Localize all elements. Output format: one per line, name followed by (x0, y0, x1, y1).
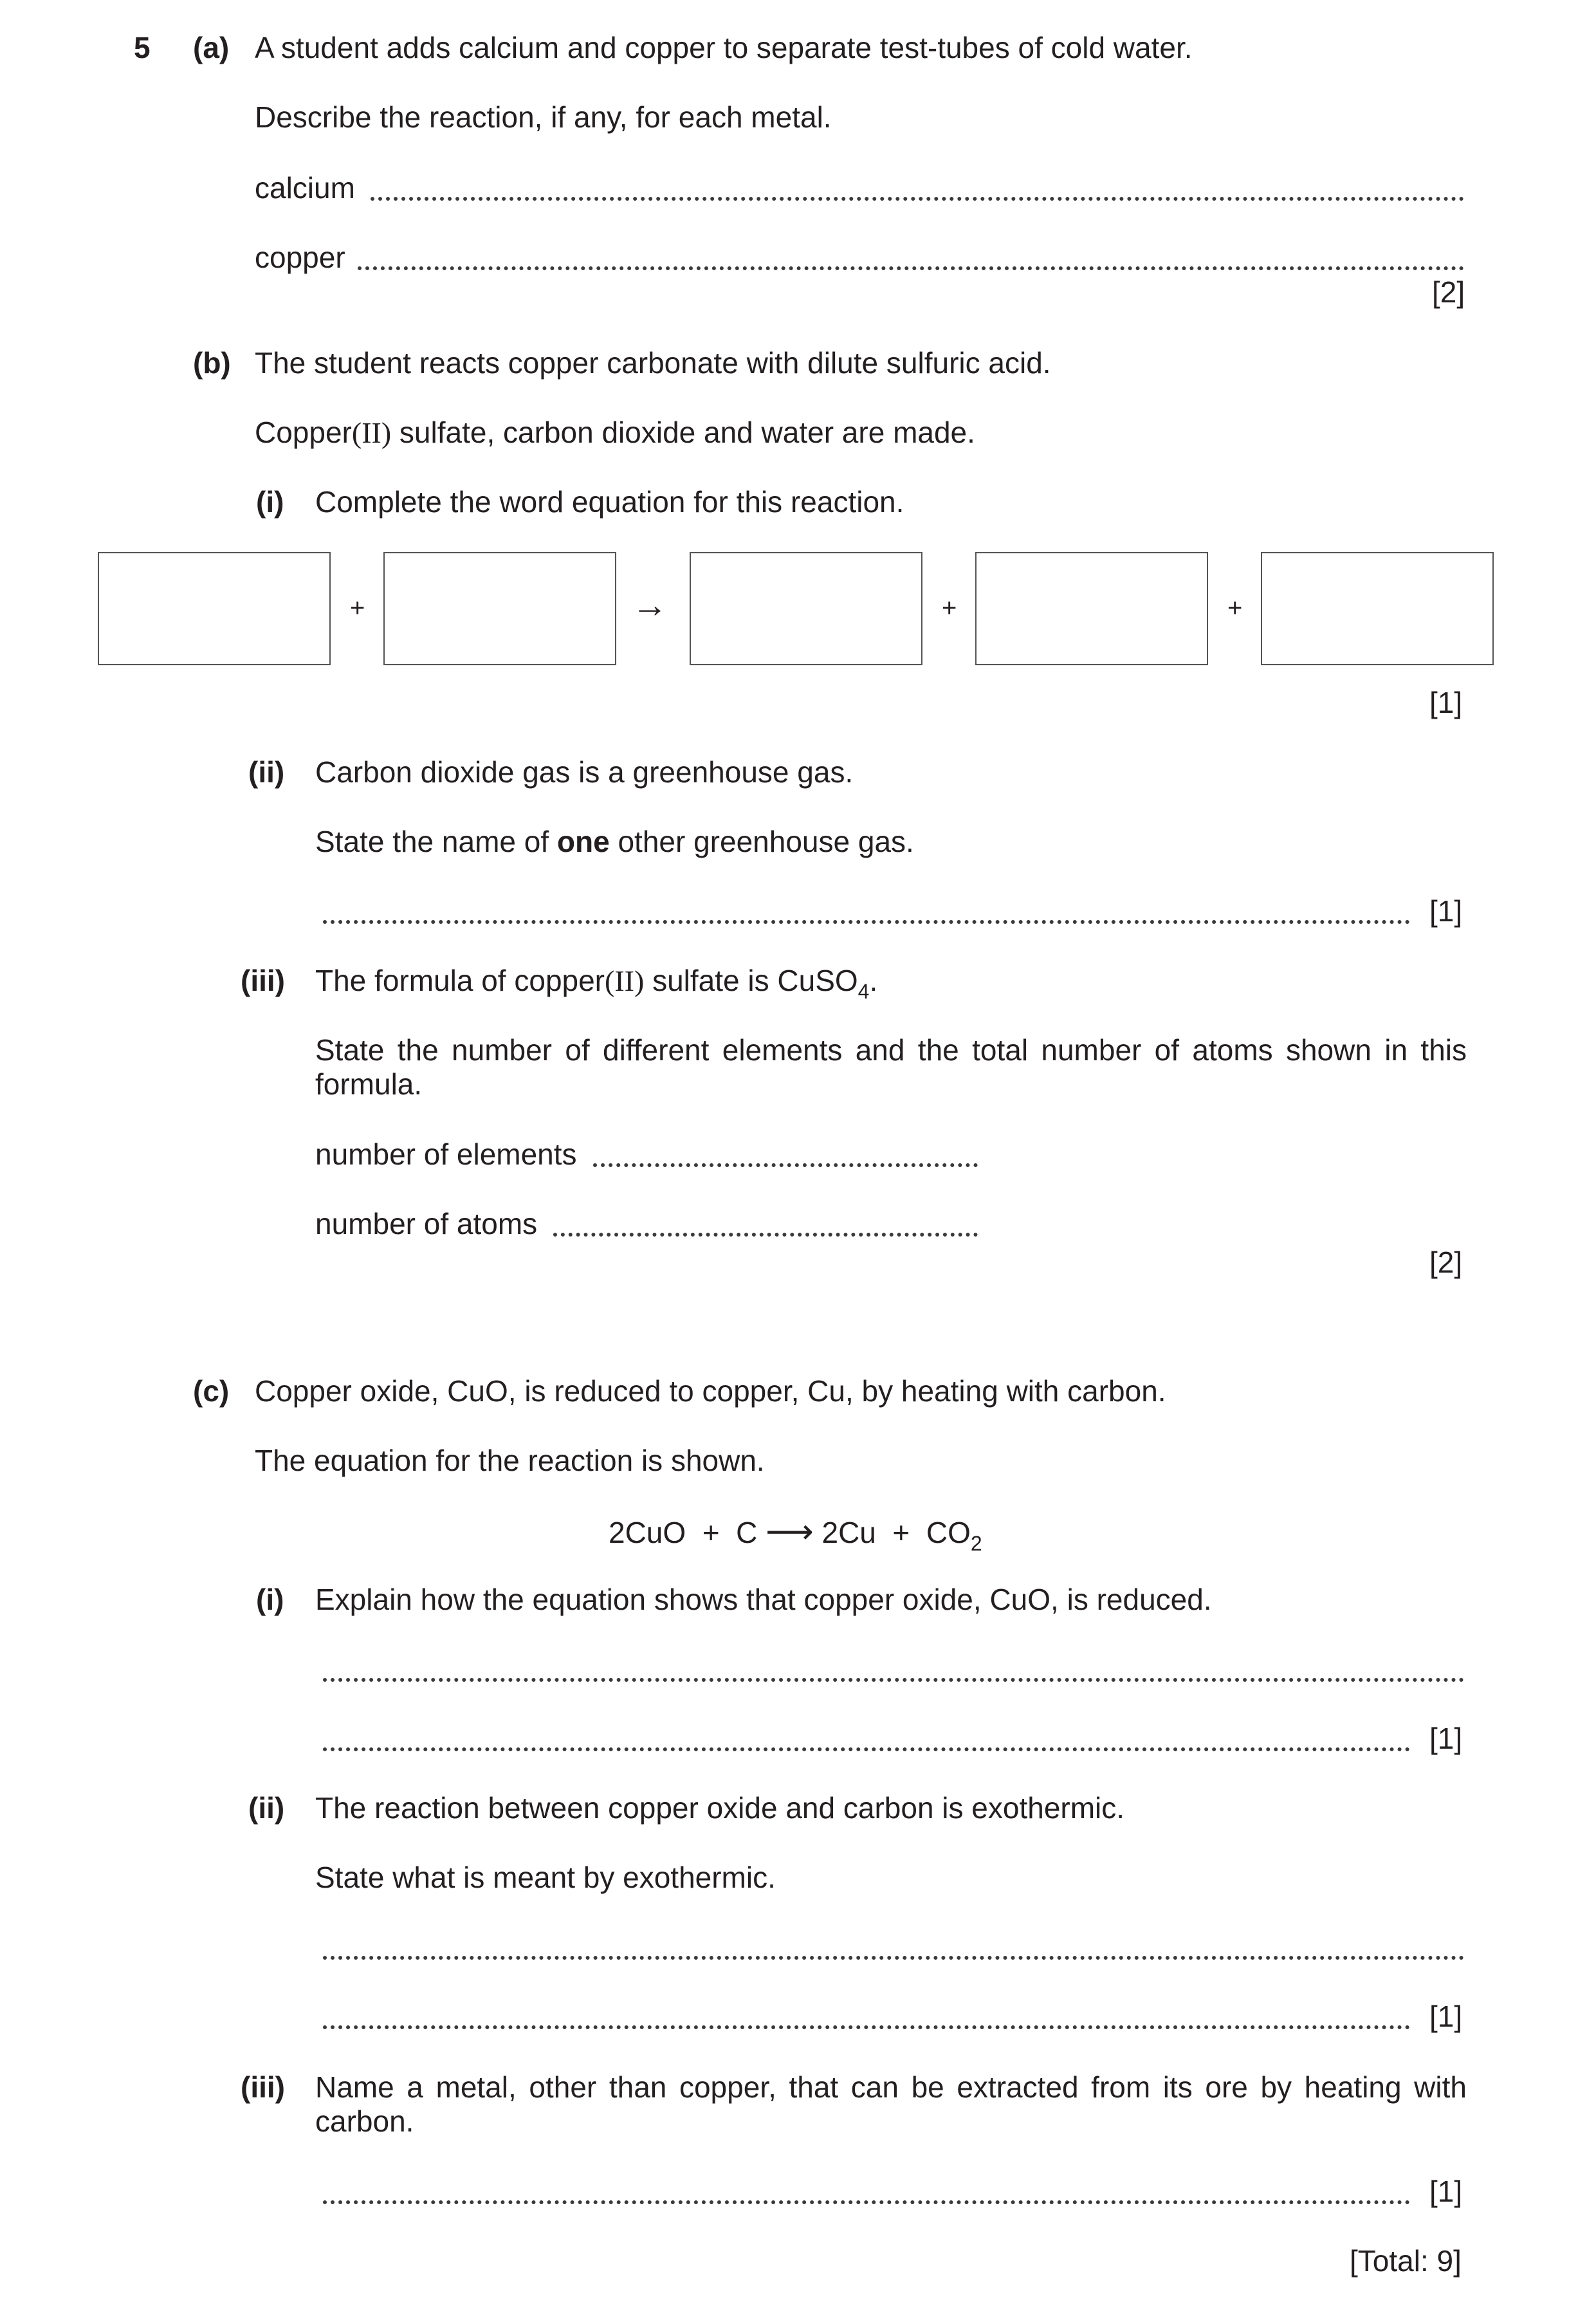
part-b-iii-marks: [2] (1429, 1246, 1463, 1279)
part-b-iii-label: (iii) (241, 964, 285, 997)
part-b-products-sentence: Copper(II) sulfate, carbon dioxide and water are made. (255, 416, 975, 449)
metal-answer-line[interactable] (323, 2200, 1410, 2204)
part-b-label: (b) (193, 346, 231, 380)
part-c-stem: Copper oxide, CuO, is reduced to copper, Cu, by heating with carbon. (255, 1374, 1166, 1408)
reaction-arrow: → (632, 584, 668, 625)
part-b-i-label: (i) (256, 485, 284, 519)
elements-answer-line[interactable] (593, 1163, 978, 1167)
part-b-stem: The student reacts copper carbonate with dilute sulfuric acid. (255, 346, 1051, 380)
part-c-iii-marks: [1] (1429, 2175, 1463, 2208)
part-b-i-marks: [1] (1429, 686, 1463, 719)
calcium-answer-line[interactable] (371, 197, 1464, 201)
greenhouse-gas-answer-line[interactable] (323, 920, 1410, 924)
part-c-ii-marks: [1] (1429, 2000, 1463, 2033)
exothermic-answer-line-2[interactable] (323, 2025, 1410, 2029)
chemical-equation: 2CuO + C ⟶ $2Cu + CO_2$ (609, 1513, 982, 1555)
part-c-iii-label: (iii) (241, 2070, 285, 2104)
part-c-ii-text: The reaction between copper oxide and carbon is exothermic. (315, 1791, 1125, 1825)
plus-sign: + (1227, 594, 1243, 622)
part-c-iii-text: Name a metal, other than copper, that can be extracted from its ore by heating with carbon. (315, 2070, 1467, 2138)
reduction-answer-line-2[interactable] (323, 1747, 1410, 1751)
equation-box-product-3[interactable] (1261, 552, 1494, 665)
calcium-label: calcium (255, 171, 355, 205)
part-c-ii-label: (ii) (248, 1791, 285, 1825)
part-a-label: (a) (193, 31, 230, 64)
copper-answer-line[interactable] (358, 266, 1464, 270)
part-b-ii-label: (ii) (248, 755, 285, 789)
equation-box-product-2[interactable] (975, 552, 1208, 665)
part-a-marks: [2] (1432, 275, 1465, 309)
total-marks: [Total: 9] (1350, 2244, 1462, 2278)
part-b-i-text: Complete the word equation for this reaction. (315, 485, 904, 519)
part-b-ii-marks: [1] (1429, 894, 1463, 928)
part-a-instruction: Describe the reaction, if any, for each metal. (255, 100, 832, 134)
equation-box-reactant-1[interactable] (98, 552, 331, 665)
atoms-label: number of atoms (315, 1207, 538, 1240)
copper-label: copper (255, 241, 345, 274)
exothermic-answer-line-1[interactable] (323, 1956, 1464, 1960)
part-c-i-marks: [1] (1429, 1722, 1463, 1755)
elements-label: number of elements (315, 1137, 577, 1171)
part-c-i-label: (i) (256, 1583, 284, 1616)
equation-box-reactant-2[interactable] (383, 552, 616, 665)
part-a-stem: A student adds calcium and copper to separate test-tubes of cold water. (255, 31, 1193, 64)
part-b-iii-text: The formula of copper(II) sulfate is CuSO$_4$. (315, 964, 878, 1003)
question-number: 5 (134, 31, 151, 64)
plus-sign: + (942, 594, 957, 622)
part-c-i-text: Explain how the equation shows that copper oxide, CuO, is reduced. (315, 1583, 1212, 1616)
reduction-answer-line-1[interactable] (323, 1678, 1464, 1682)
atoms-answer-line[interactable] (553, 1233, 978, 1237)
part-c-eq-intro: The equation for the reaction is shown. (255, 1444, 765, 1477)
part-c-ii-instruction: State what is meant by exothermic. (315, 1861, 776, 1894)
part-b-iii-instruction: State the number of different elements and the total number of atoms shown in this formula. (315, 1033, 1467, 1101)
plus-sign: + (350, 594, 365, 622)
part-c-label: (c) (193, 1374, 230, 1408)
equation-box-product-1[interactable] (690, 552, 922, 665)
part-b-ii-instruction: State the name of one other greenhouse gas. (315, 825, 914, 858)
part-b-ii-text: Carbon dioxide gas is a greenhouse gas. (315, 755, 854, 789)
